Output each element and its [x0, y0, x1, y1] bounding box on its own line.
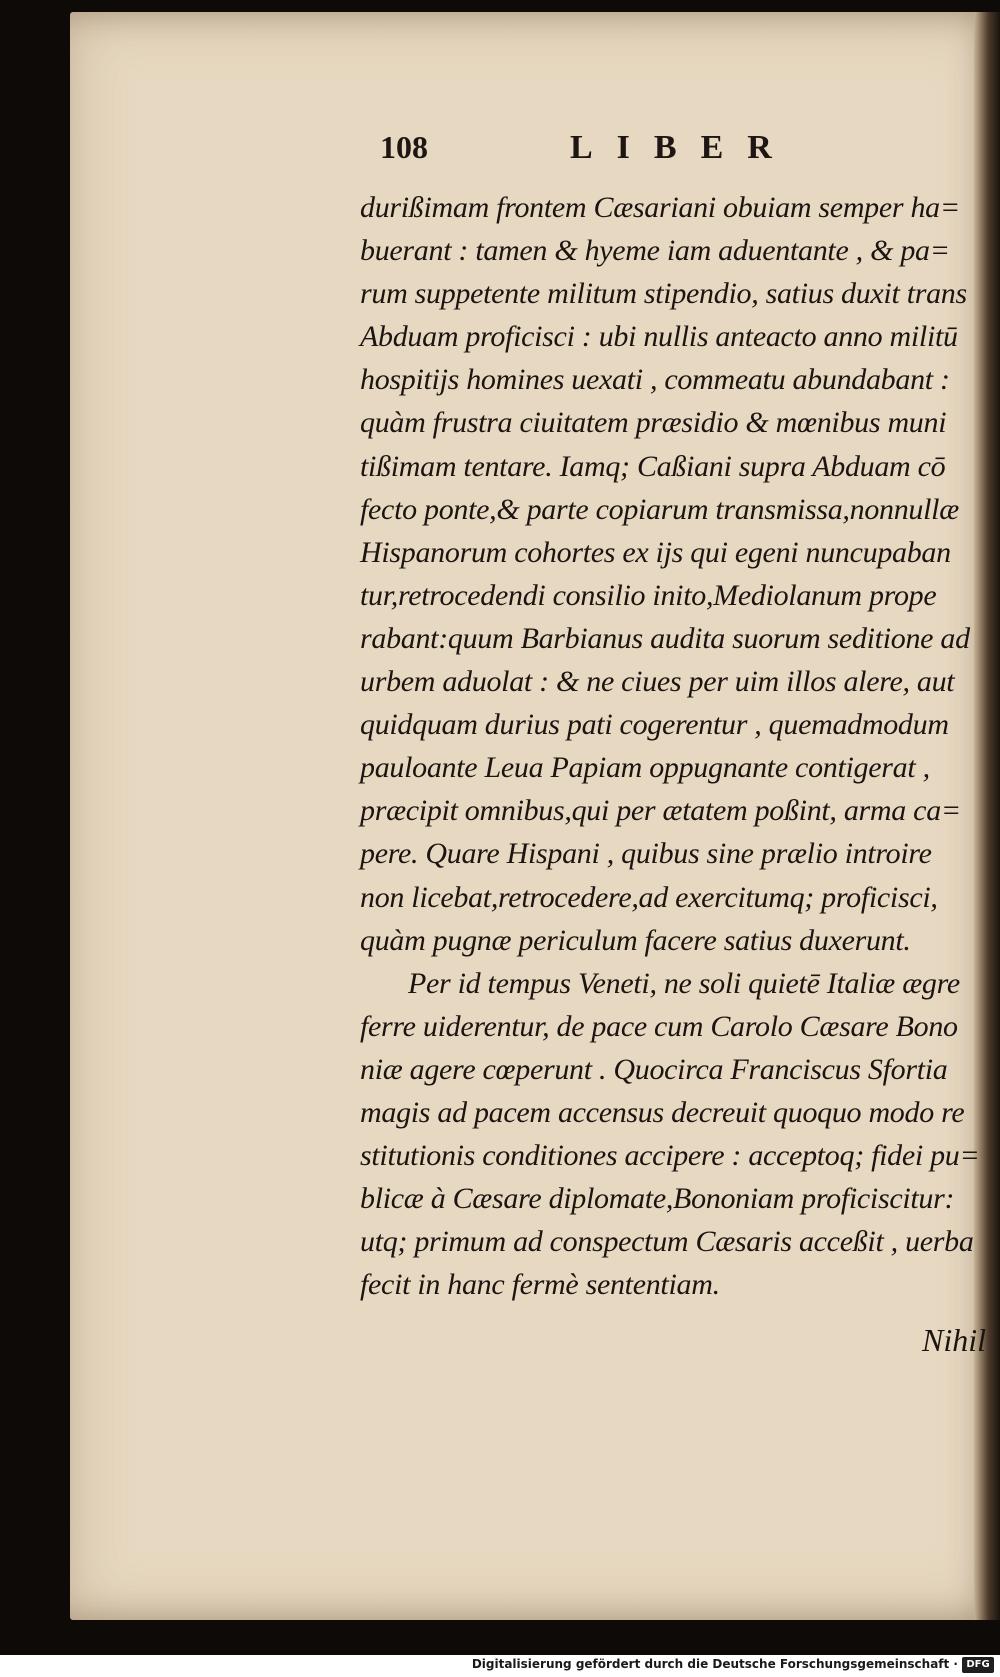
running-head: LIBER: [570, 129, 796, 166]
dfg-logo-icon: DFG: [962, 1657, 994, 1673]
text-line: blicæ à Cæsare diplomate,Bononiam proficiscitur:: [360, 1182, 955, 1216]
text-line: buerant : tamen & hyeme iam aduentante , & pa=: [360, 234, 950, 268]
text-line: quidquam durius pati cogerentur , quemadmodum: [360, 708, 949, 742]
text-line: præcipit omnibus,qui per ætatem poßint, arma ca=: [360, 794, 961, 828]
text-line: magis ad pacem accensus decreuit quoquo modo re: [360, 1095, 965, 1129]
text-line: pere. Quare Hispani , quibus sine prælio introire: [360, 837, 932, 871]
catchword: Nihil: [922, 1322, 987, 1358]
text-line: Hispanorum cohortes ex ijs qui egeni nuncupaban: [360, 535, 951, 569]
text-line: Per id tempus Veneti, ne soli quietē Italiæ ægre: [408, 966, 960, 1000]
text-line: hospitijs homines uexati , commeatu abundabant :: [360, 363, 950, 397]
text-line: rum suppetente militum stipendio, satius duxit trans: [360, 277, 967, 311]
text-line: tur,retrocedendi consilio inito,Mediolanum prope: [360, 578, 937, 612]
text-line: stitutionis conditiones accipere : acceptoq; fidei pu=: [360, 1139, 980, 1173]
page-header: [380, 129, 800, 179]
text-line: quàm frustra ciuitatem præsidio & mœnibus muni: [360, 406, 947, 440]
book-page: [70, 12, 1000, 1620]
digitization-credit: Digitalisierung gefördert durch die Deutsche Forschungsgemeinschaft ·: [471, 1657, 958, 1671]
text-line: fecit in hanc fermè sententiam.: [360, 1268, 720, 1302]
text-line: tißimam tentare. Iamq; Caßiani supra Abduam cō: [360, 449, 946, 483]
text-line: quàm pugnæ periculum facere satius duxerunt.: [360, 923, 911, 957]
text-line: ferre uiderentur, de pace cum Carolo Cæsare Bono: [360, 1009, 958, 1043]
body-text: [360, 186, 1000, 1306]
text-line: Abduam proficisci : ubi nullis anteacto anno militū: [360, 320, 958, 354]
text-line: durißimam frontem Cæsariani obuiam semper ha=: [360, 191, 960, 224]
text-line: non licebat,retrocedere,ad exercitumq; proficisci,: [360, 880, 938, 914]
text-line: utq; primum ad conspectum Cæsaris acceßit , uerba: [360, 1225, 974, 1259]
text-line: rabant:quum Barbianus audita suorum seditione ad: [360, 621, 970, 655]
page-number: 108: [380, 129, 428, 165]
text-line: fecto ponte,& parte copiarum transmissa,nonnullæ: [360, 492, 959, 526]
text-line: niæ agere cœperunt . Quocirca Franciscus Sfortia: [360, 1052, 948, 1086]
footer-bar: [0, 1655, 1000, 1677]
text-line: urbem aduolat : & ne ciues per uim illos alere, aut: [360, 665, 955, 699]
text-line: pauloante Leua Papiam oppugnante contigerat ,: [360, 751, 930, 785]
